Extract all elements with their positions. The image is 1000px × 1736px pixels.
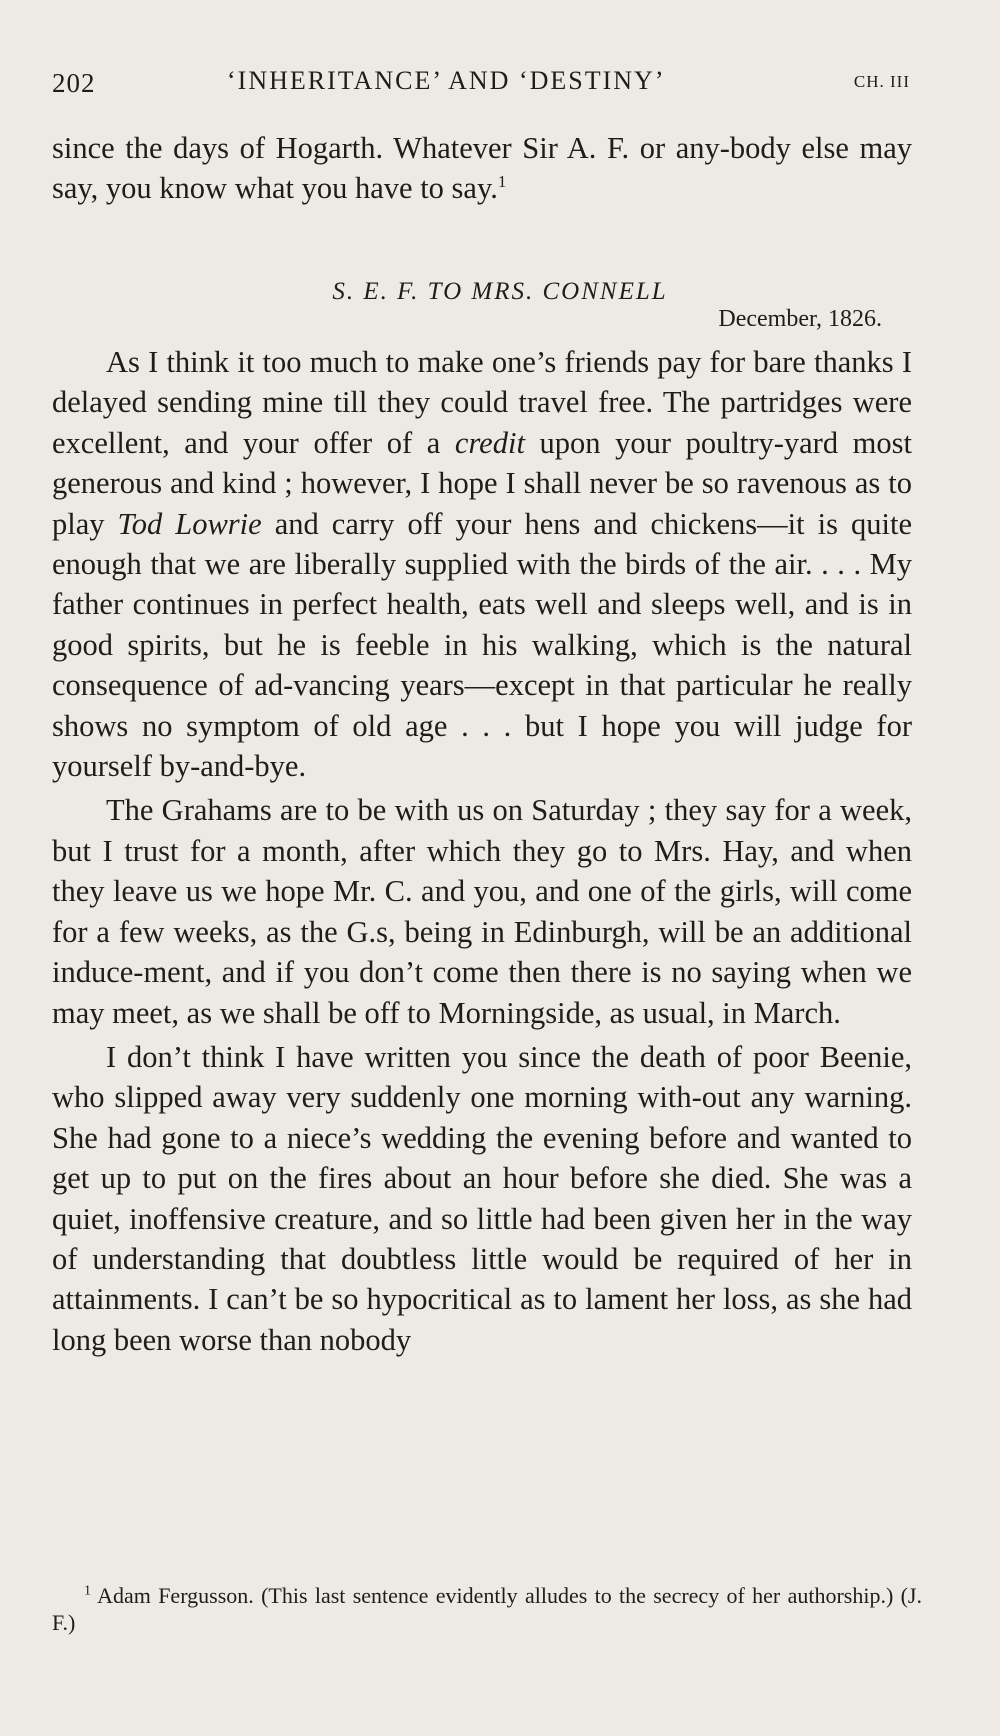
- letter-paragraph-1: [52, 342, 912, 786]
- continued-text: [52, 128, 912, 209]
- italic-credit: credit: [454, 425, 525, 460]
- footnote-text: Adam Fergusson. (This last sentence evidently alludes to the secrecy of her authorship.) (J. F.): [52, 1583, 922, 1635]
- footnote: [52, 1582, 922, 1636]
- chapter-reference: CH. III: [853, 72, 910, 91]
- italic-tod-lowrie: Tod Lowrie: [117, 506, 262, 541]
- paragraph-1-part-c: and carry off your hens and chickens—it is quite enough that we are liberally supplied with the birds of the air. . . . My father continues in perfect health, eats well and sleeps well, and is in good spirits, but he is feeble in his walking, which is the natural consequence of ad-vancing years—except in that particular he really shows no symptom of old age . . . but I hope you will judge for yourself by-and-bye.: [52, 506, 912, 784]
- letter-heading: S. E. F. TO MRS. CONNELL: [332, 278, 668, 305]
- running-head: [52, 62, 910, 102]
- footnote-mark: 1: [84, 1583, 91, 1599]
- letter-date: December, 1826.: [718, 306, 882, 332]
- page-number: 202: [52, 68, 96, 98]
- paragraph-1-part-b: upon your poultry-yard most generous and kind ; however, I hope I shall never be so ravenous as to play: [52, 425, 913, 541]
- continued-paragraph: [52, 128, 912, 209]
- letter-paragraph-2: The Grahams are to be with us on Saturday ; they say for a week, but I trust for a month, after which they go to Mrs. Hay, and when they leave us we hope Mr. C. and you, and one of the girls, will come for a few weeks, as the G.s, being in Edinburgh, will be an additional induce-ment, and if you don’t come then there is no saying when we may meet, as we shall be off to Morningside, as usual, in March.: [52, 793, 912, 1030]
- letter-body: [52, 342, 912, 1360]
- running-title: ‘INHERITANCE’ AND ‘DESTINY’: [227, 66, 666, 95]
- footnote-reference: 1: [497, 172, 507, 192]
- continued-paragraph-text: since the days of Hogarth. Whatever Sir A. F. or any-body else may say, you know what you have to say.: [52, 131, 912, 206]
- letter-paragraph-3: I don’t think I have written you since the death of poor Beenie, who slipped away very suddenly one morning with-out any warning. She had gone to a niece’s wedding the evening before and wanted to get up to put on the fires about an hour before she died. She was a quiet, inoffensive creature, and so little had been given her in the way of understanding that doubtless little would be required of her in attainments. I can’t be so hypocritical as to lament her loss, as she had long been worse than nobody: [52, 1039, 912, 1357]
- paragraph-1-part-a: As I think it too much to make one’s friends pay for bare thanks I delayed sending mine till they could travel free. The partridges were excellent, and your offer of a: [52, 345, 912, 460]
